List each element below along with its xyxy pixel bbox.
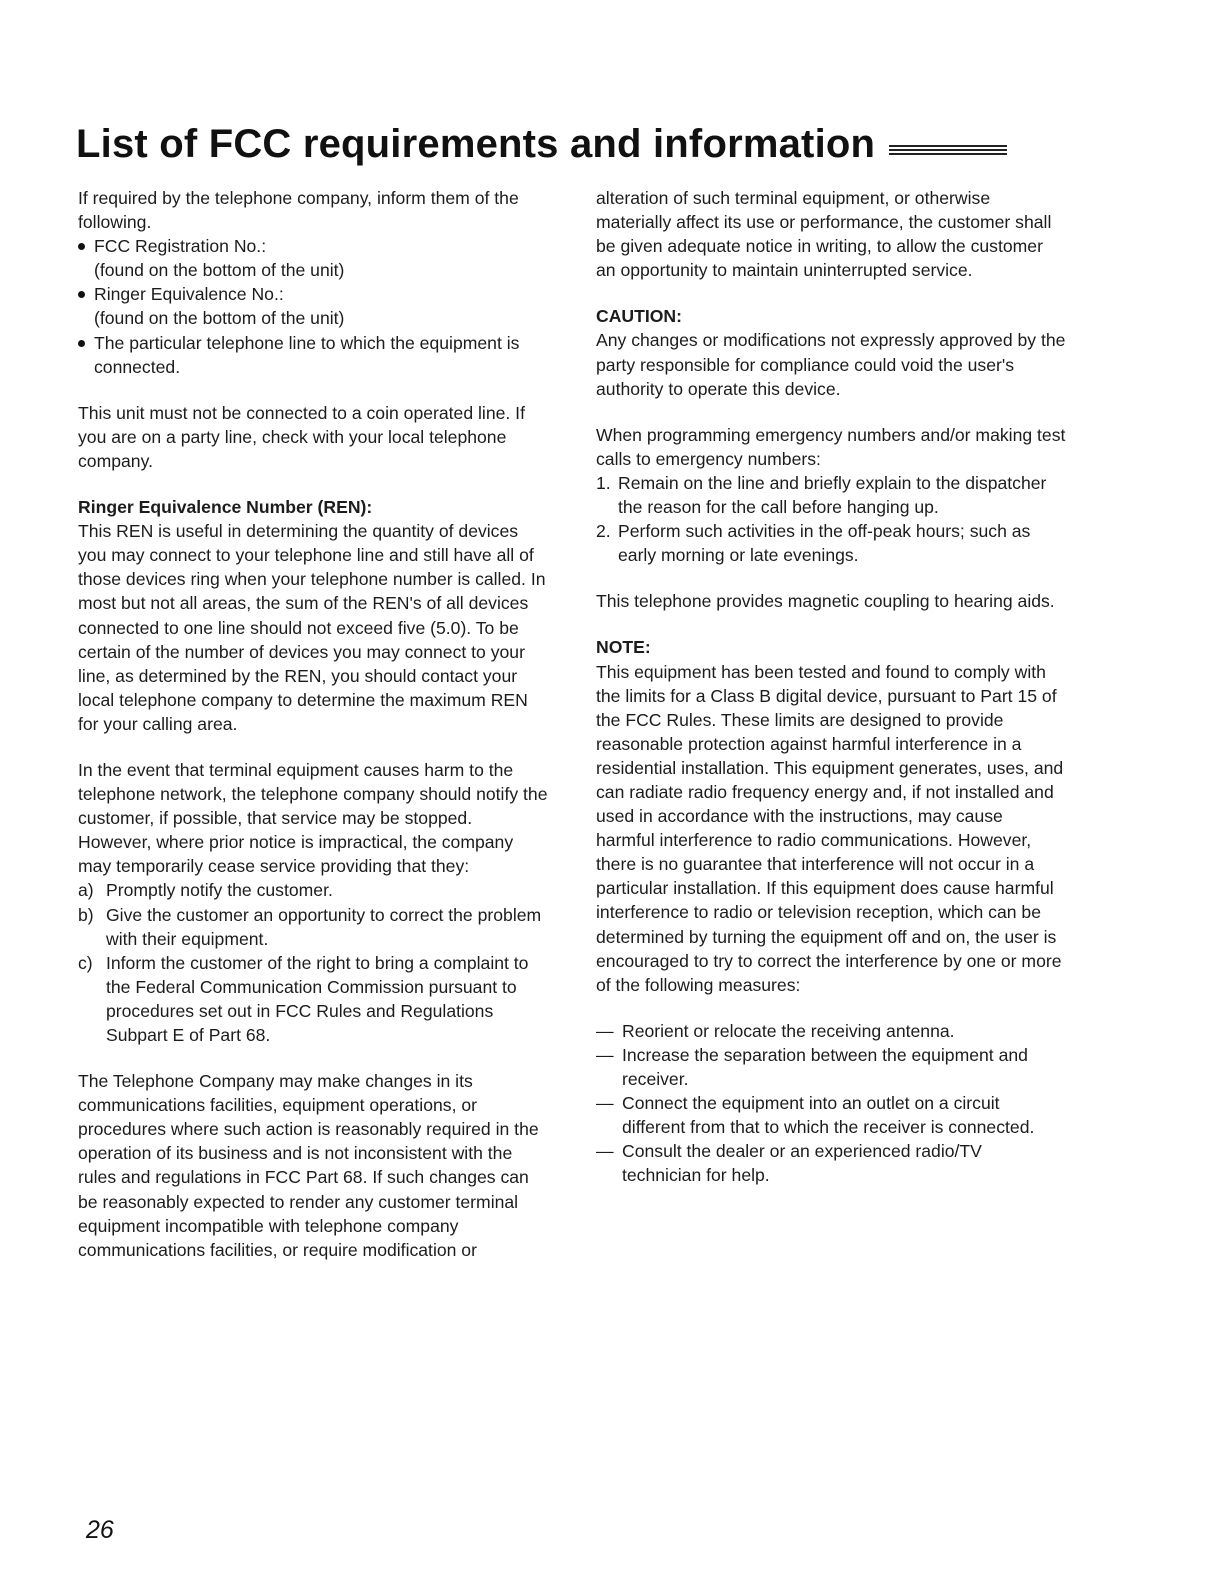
- harm-list: [78, 878, 548, 1047]
- bullet-sub: (found on the bottom of the unit): [94, 308, 345, 329]
- measure-text: Connect the equipment into an outlet on a circuit different from that to which the receiver is connected.: [622, 1093, 1035, 1138]
- list-text: Give the customer an opportunity to correct the problem with their equipment.: [106, 904, 542, 949]
- list-marker: b): [78, 904, 94, 925]
- harm-list-item: [78, 903, 548, 951]
- bullet-item: [78, 234, 548, 282]
- right-column: [596, 186, 1066, 1187]
- bullet-icon: [78, 340, 85, 347]
- harm-list-item: [78, 878, 548, 902]
- caution-heading: CAUTION:: [596, 306, 683, 327]
- emergency-list: [596, 471, 1066, 567]
- measure-item: [596, 1019, 1066, 1043]
- dash-marker: —: [596, 1141, 614, 1162]
- emergency-list-item: [596, 519, 1066, 567]
- list-marker: 2.: [596, 521, 611, 542]
- bullet-sub: (found on the bottom of the unit): [94, 260, 345, 281]
- bullet-label: The particular telephone line to which the equipment is connected.: [94, 332, 520, 377]
- measure-item: [596, 1091, 1066, 1139]
- page-title: List of FCC requirements and information: [76, 122, 876, 166]
- hearing-aid-paragraph: This telephone provides magnetic coupling to hearing aids.: [596, 591, 1055, 612]
- measure-item: [596, 1043, 1066, 1091]
- bullet-item: [78, 331, 548, 379]
- title-row: [76, 122, 1046, 167]
- changes-paragraph: The Telephone Company may make changes in its communications facilities, equipment operations, or procedures where such action is reasonably required in the operation of its business and is not inconsistent with the rules and regulations in FCC Part 68. If such changes can be reasonably expected to render any customer terminal equipment incompatible with telephone company communications facilities, or require modification or: [78, 1071, 539, 1260]
- dash-marker: —: [596, 1044, 614, 1065]
- measure-text: Consult the dealer or an experienced radio/TV technician for help.: [622, 1141, 982, 1186]
- list-text: Remain on the line and briefly explain to the dispatcher the reason for the call before hanging up.: [618, 472, 1047, 518]
- harm-paragraph: In the event that terminal equipment causes harm to the telephone network, the telephone company should notify the customer, if possible, that service may be stopped. However, where prior notice is impractical, the company may temporarily cease service providing that they:: [78, 759, 548, 877]
- list-marker: 1.: [596, 472, 611, 493]
- list-text: Perform such activities in the off-peak hours; such as early morning or late evenings.: [618, 521, 1031, 566]
- measures-list: [596, 1019, 1066, 1188]
- harm-list-item: [78, 951, 548, 1047]
- measure-text: Increase the separation between the equipment and receiver.: [622, 1044, 1028, 1089]
- list-marker: c): [78, 952, 93, 973]
- list-marker: a): [78, 880, 94, 901]
- intro-paragraph: If required by the telephone company, inform them of the following.: [78, 188, 519, 233]
- ren-heading: Ringer Equivalence Number (REN):: [78, 497, 373, 518]
- bullet-label: FCC Registration No.:: [94, 236, 267, 257]
- dash-marker: —: [596, 1020, 614, 1041]
- ren-paragraph: This REN is useful in determining the quantity of devices you may connect to your telephone line and still have all of those devices ring when your telephone number is called. In most but not all areas, the sum of the REN's of all devices connected to one line should not exceed five (5.0). To be certain of the number of devices you may connect to your line, as determined by the REN, you should contact your local telephone company to determine the maximum REN for your calling area.: [78, 521, 546, 734]
- info-bullet-list: [78, 234, 548, 379]
- coin-line-paragraph: This unit must not be connected to a coin operated line. If you are on a party line, check with your local telephone company.: [78, 402, 525, 471]
- bullet-icon: [78, 291, 85, 298]
- list-text: Promptly notify the customer.: [106, 880, 333, 901]
- emergency-list-item: [596, 471, 1066, 519]
- list-text: Inform the customer of the right to bring a complaint to the Federal Communication Commission pursuant to procedures set out in FCC Rules and Regulations Subpart E of Part 68.: [106, 952, 529, 1045]
- note-paragraph: This equipment has been tested and found to comply with the limits for a Class B digital device, pursuant to Part 15 of the FCC Rules. These limits are designed to provide reasonable protection against harmful interference in a residential installation. This equipment generates, uses, and can radiate radio frequency energy and, if not installed and used in accordance with the instructions, may cause harmful interference to radio communications. However, there is no guarantee that interference will not occur in a particular installation. If this equipment does cause harmful interference to radio or television reception, which can be determined by turning the equipment off and on, the user is encouraged to try to correct the interference by one or more of the following measures:: [596, 661, 1064, 995]
- dash-marker: —: [596, 1093, 614, 1114]
- note-heading: NOTE:: [596, 637, 651, 658]
- measure-item: [596, 1139, 1066, 1187]
- title-decorative-rule: [889, 145, 1007, 157]
- page-number: 26: [86, 1516, 114, 1544]
- continuation-paragraph: alteration of such terminal equipment, or otherwise materially affect its use or performance, the customer shall be given adequate notice in writing, to allow the customer an opportunity to maintain uninterrupted service.: [596, 188, 1052, 281]
- measure-text: Reorient or relocate the receiving antenna.: [622, 1020, 955, 1041]
- bullet-icon: [78, 243, 85, 250]
- left-column: [78, 186, 548, 1262]
- emergency-intro: When programming emergency numbers and/or making test calls to emergency numbers:: [596, 424, 1066, 469]
- bullet-item: [78, 282, 548, 330]
- bullet-label: Ringer Equivalence No.:: [94, 284, 284, 305]
- caution-paragraph: Any changes or modifications not expressly approved by the party responsible for compliance could void the user's authority to operate this device.: [596, 330, 1066, 399]
